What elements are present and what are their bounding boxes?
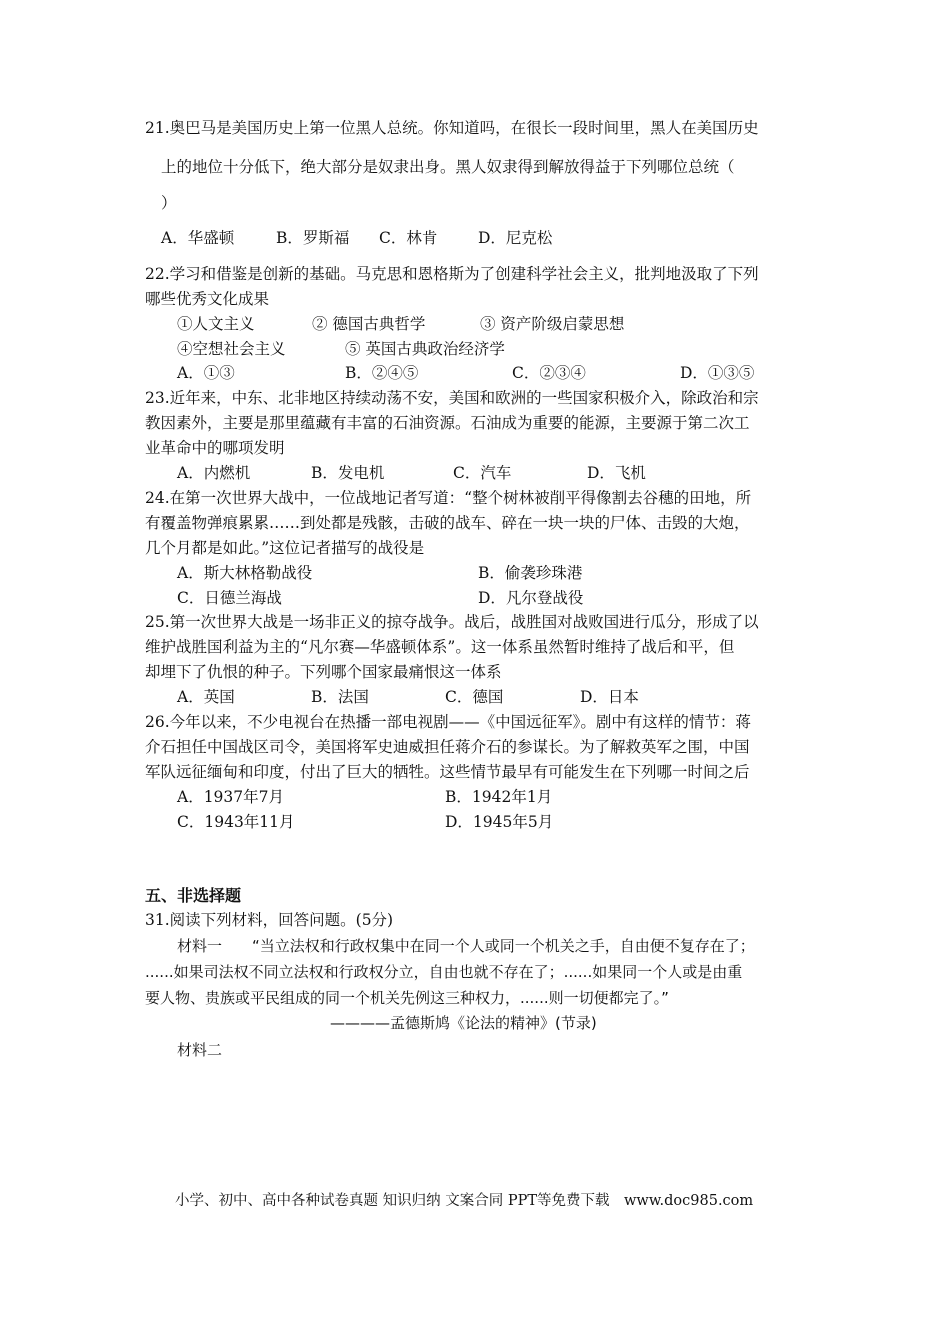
q31-prompt: 31.阅读下列材料，回答问题。(5分): [145, 911, 394, 929]
q21-line1: 21.奥巴马是美国历史上第一位黑人总统。你知道吗，在很长一段时间里，黑人在美国历史: [145, 119, 759, 137]
q22-option-d: D．①③⑤: [680, 364, 755, 382]
q22-item-2: ② 德国古典哲学: [312, 315, 426, 333]
q25-option-d: D．日本: [580, 688, 639, 706]
q25-line3: 却埋下了仇恨的种子。下列哪个国家最痛恨这一体系: [145, 663, 502, 681]
q25-line2: 维护战胜国利益为主的“凡尔赛—华盛顿体系”。这一体系虽然暂时维持了战后和平，但: [145, 638, 735, 656]
q22-option-c: C．②③④: [512, 364, 586, 382]
q21-line3: ）: [161, 194, 177, 212]
q21-option-d: D．尼克松: [478, 229, 553, 247]
material1-line3: 要人物、贵族或平民组成的同一个机关先例这三种权力，......则一切便都完了。”: [145, 989, 669, 1007]
q22-option-b: B．②④⑤: [345, 364, 419, 382]
section-heading: 五、非选择题: [145, 886, 242, 905]
q25-option-b: B．法国: [311, 688, 369, 706]
q22-item-1: ①人文主义: [177, 315, 255, 333]
q23-option-a: A．内燃机: [177, 464, 251, 482]
q22-item-4: ④空想社会主义: [177, 340, 286, 358]
q26-option-c: C．1943年11月: [177, 813, 295, 831]
q26-line3: 军队远征缅甸和印度，付出了巨大的牺牲。这些情节最早有可能发生在下列哪一时间之后: [145, 763, 750, 781]
q24-line2: 有覆盖物弹痕累累……到处都是残骸，击破的战车、碎在一块一块的尸体、击毁的大炮，: [145, 514, 750, 532]
q24-line1: 24.在第一次世界大战中，一位战地记者写道：“整个树林被削平得像割去谷穗的田地，所: [145, 489, 752, 507]
q26-line2: 介石担任中国战区司令，美国将军史迪威担任蒋介石的参谋长。为了解救英军之围，中国: [145, 738, 750, 756]
material1-source: ————孟德斯鸠《论法的精神》(节录): [330, 1014, 597, 1032]
material2-label: 材料二: [177, 1041, 223, 1059]
q24-option-a: A．斯大林格勒战役: [177, 564, 313, 582]
q23-line2: 教因素外，主要是那里蕴藏有丰富的石油资源。石油成为重要的能源，主要源于第二次工: [145, 414, 750, 432]
material1-line1: 材料一 “当立法权和行政权集中在同一个人或同一个机关之手，自由便不复存在了；: [177, 937, 755, 955]
q24-option-b: B．偷袭珍珠港: [478, 564, 583, 582]
q26-option-b: B．1942年1月: [445, 788, 553, 806]
q21-option-c: C．林肯: [379, 229, 438, 247]
q24-line3: 几个月都是如此。”这位记者描写的战役是: [145, 539, 425, 557]
q21-option-a: A．华盛顿: [161, 229, 235, 247]
q22-item-5: ⑤ 英国古典政治经济学: [345, 340, 505, 358]
q26-option-a: A．1937年7月: [177, 788, 285, 806]
q22-line2: 哪些优秀文化成果: [145, 290, 270, 308]
page-footer: 小学、初中、高中各种试卷真题 知识归纳 文案合同 PPT等免费下载 www.doc985.com: [175, 1193, 754, 1209]
q26-line1: 26.今年以来，不少电视台在热播一部电视剧——《中国远征军》。剧中有这样的情节：蒋: [145, 713, 751, 731]
q21-option-b: B．罗斯福: [276, 229, 350, 247]
q23-line1: 23.近年来，中东、北非地区持续动荡不安，美国和欧洲的一些国家积极介入，除政治和宗: [145, 389, 759, 407]
q23-option-d: D．飞机: [587, 464, 646, 482]
q25-option-a: A．英国: [177, 688, 235, 706]
q26-option-d: D．1945年5月: [445, 813, 554, 831]
q22-line1: 22.学习和借鉴是创新的基础。马克思和恩格斯为了创建科学社会主义，批判地汲取了下列: [145, 265, 759, 283]
material1-line2: ......如果司法权不同立法权和行政权分立，自由也就不存在了；......如果同一个人或是由重: [145, 963, 743, 981]
q22-option-a: A．①③: [177, 364, 235, 382]
q25-line1: 25.第一次世界大战是一场非正义的掠夺战争。战后，战胜国对战败国进行瓜分，形成了以: [145, 613, 759, 631]
q21-line2: 上的地位十分低下，绝大部分是奴隶出身。黑人奴隶得到解放得益于下列哪位总统（: [161, 158, 735, 176]
q23-line3: 业革命中的哪项发明: [145, 439, 285, 457]
q23-option-b: B．发电机: [311, 464, 385, 482]
q25-option-c: C．德国: [445, 688, 504, 706]
q24-option-d: D．凡尔登战役: [478, 589, 584, 607]
q24-option-c: C．日德兰海战: [177, 589, 282, 607]
q22-item-3: ③ 资产阶级启蒙思想: [480, 315, 625, 333]
q23-option-c: C．汽车: [453, 464, 512, 482]
